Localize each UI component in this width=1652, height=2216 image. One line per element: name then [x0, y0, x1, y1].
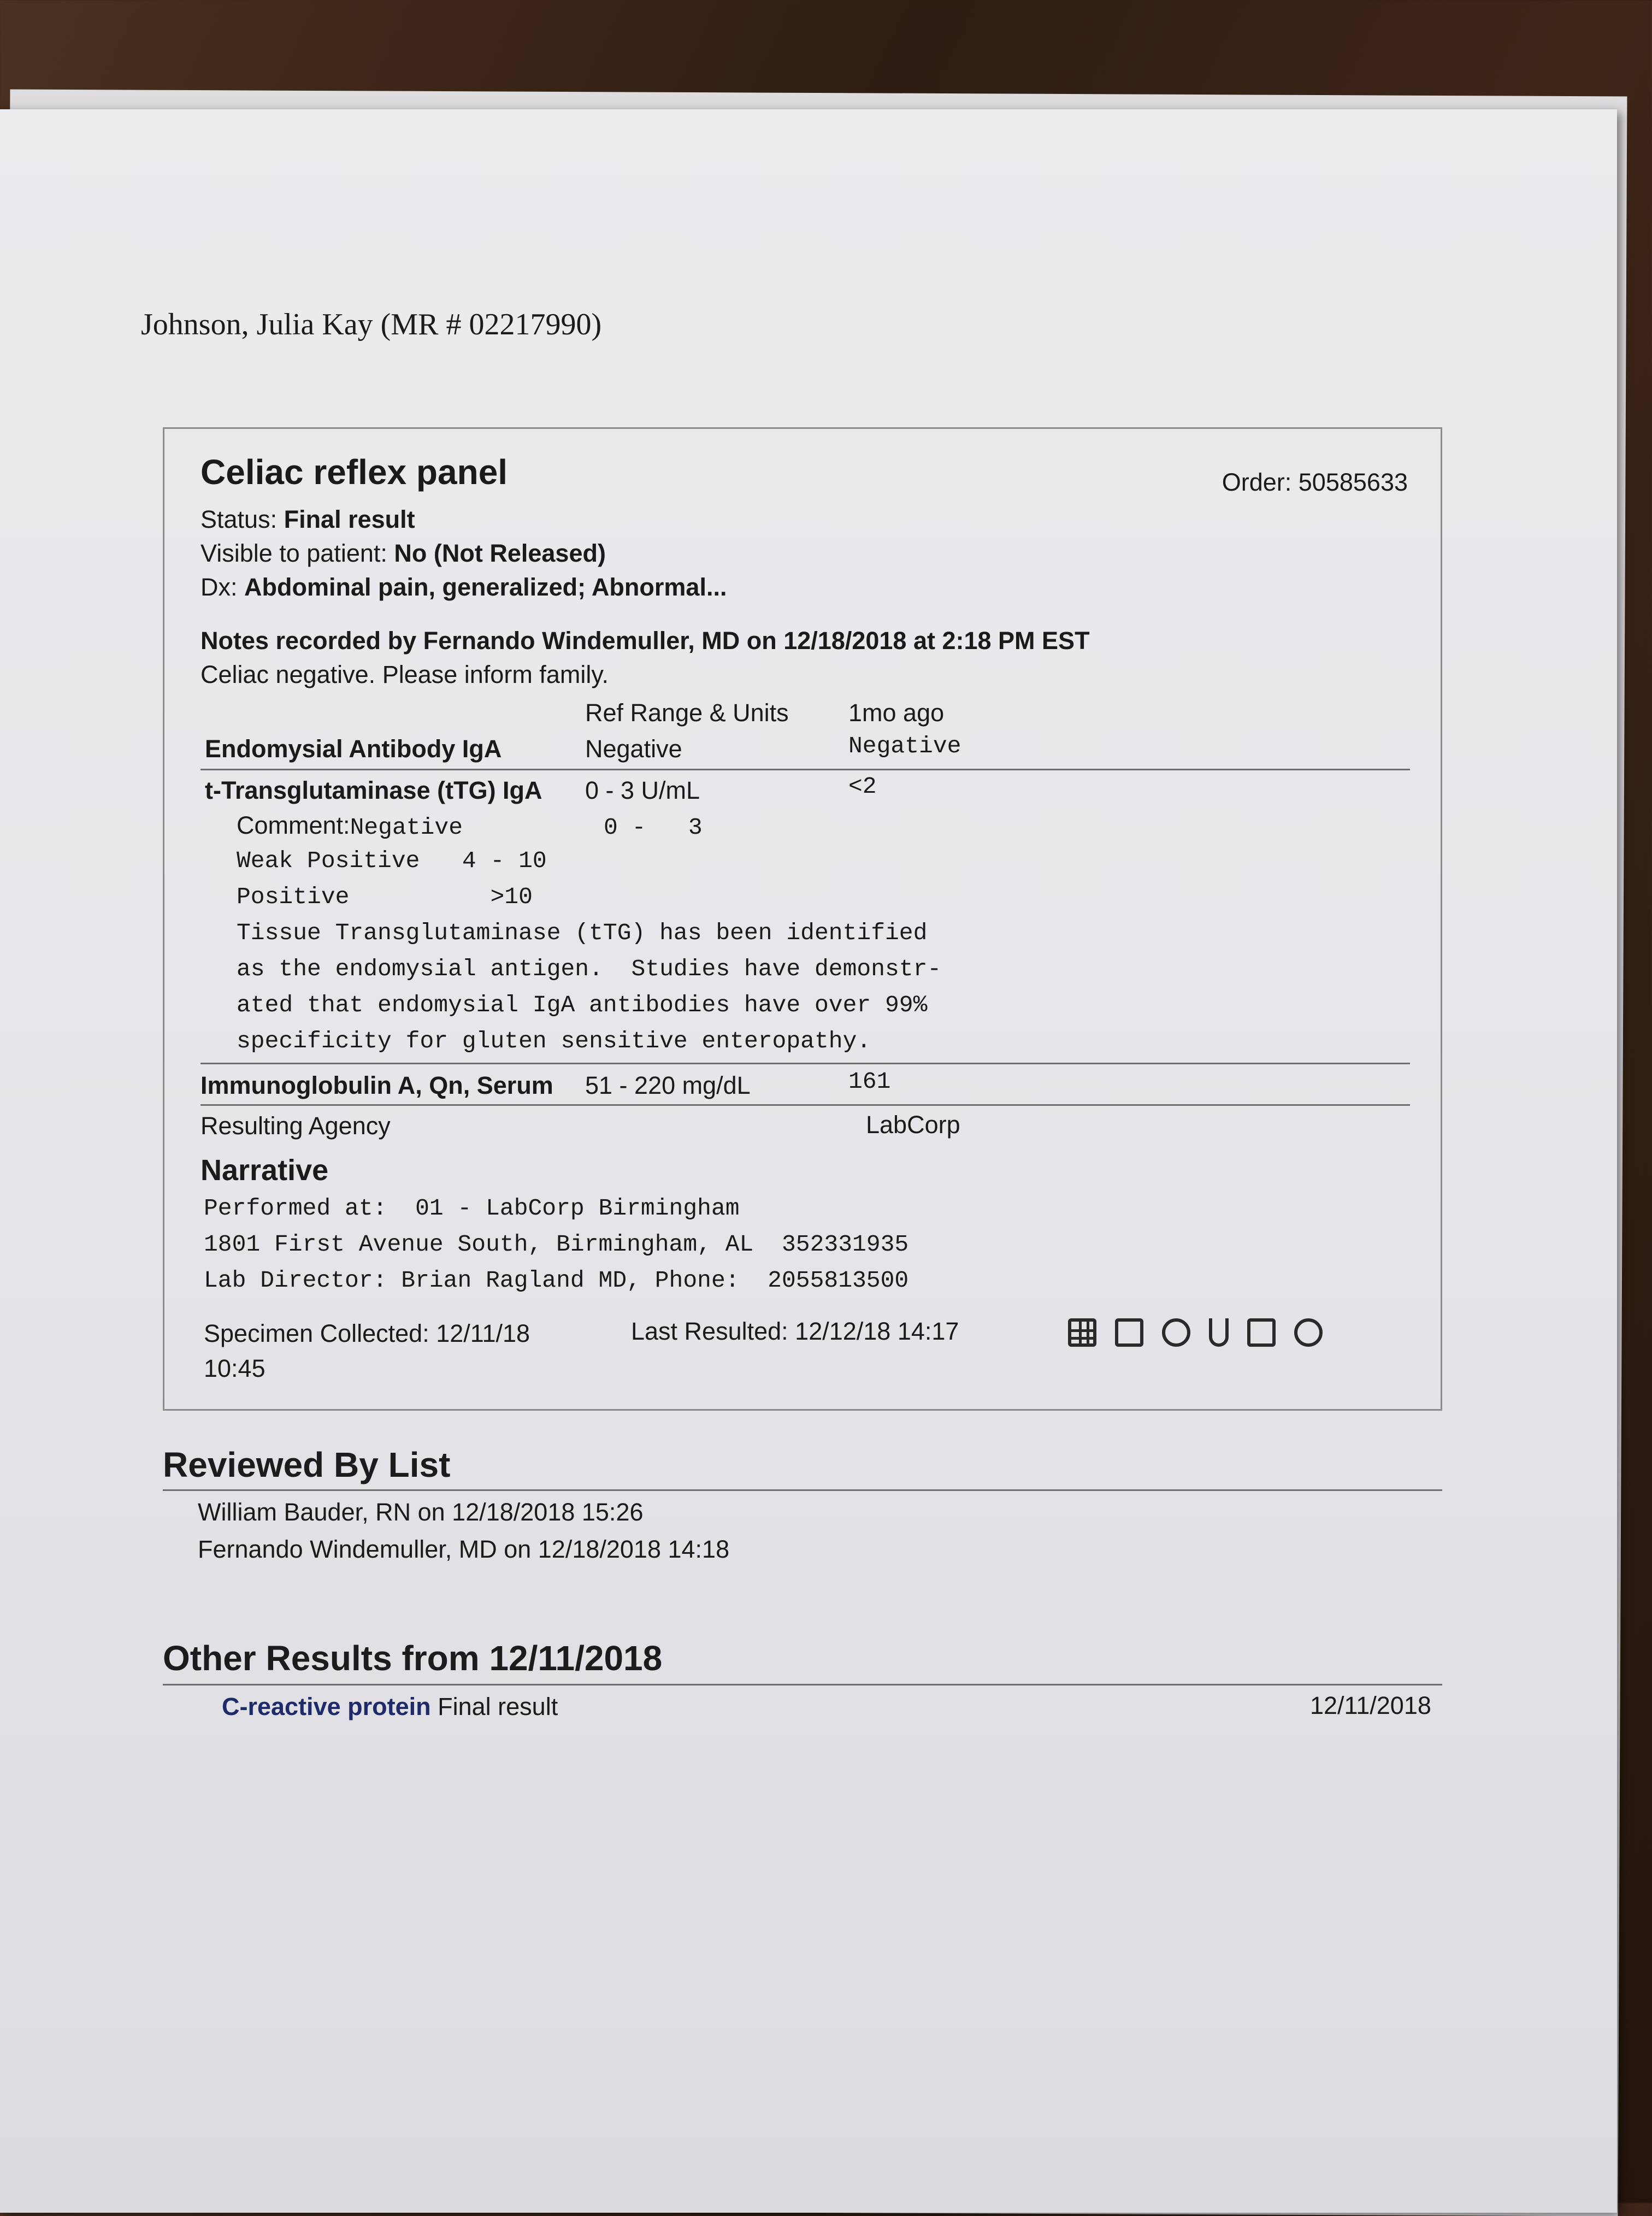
narrative-line: Lab Director: Brian Ragland MD, Phone: 2055813500 [204, 1267, 909, 1294]
comment-line: as the endomysial antigen. Studies have demonstr- [237, 956, 942, 982]
col-time: 1mo ago [848, 699, 945, 727]
row-divider [200, 769, 1410, 770]
dx-label: Dx: [200, 573, 245, 601]
comment-line: Negative 0 - 3 [350, 814, 703, 841]
agency-value: LabCorp [866, 1111, 960, 1139]
dx-line [200, 573, 727, 602]
other-result-status: Final result [430, 1693, 558, 1720]
visible-label: Visible to patient: [200, 539, 394, 567]
comment-line: specificity for gluten sensitive enteropathy. [237, 1028, 871, 1054]
section-divider [163, 1489, 1442, 1491]
ttg-comment [237, 811, 941, 1064]
narrative-title: Narrative [200, 1154, 329, 1187]
history-icon[interactable] [1294, 1318, 1323, 1347]
status-label: Status: [200, 505, 284, 533]
visible-line [200, 539, 606, 568]
iga-value: 161 [848, 1068, 891, 1095]
status-line [200, 505, 415, 534]
reviewed-title: Reviewed By List [163, 1445, 451, 1484]
panel-title: Celiac reflex panel [200, 452, 508, 492]
row-divider [200, 1063, 1410, 1064]
narrative-line: Performed at: 01 - LabCorp Birmingham [204, 1195, 740, 1222]
agency-label: Resulting Agency [200, 1112, 391, 1140]
flowchart-icon[interactable] [1162, 1318, 1190, 1347]
status-value: Final result [284, 505, 415, 533]
patient-header: Johnson, Julia Kay (MR # 02217990) [141, 308, 602, 341]
specimen-collected: Specimen Collected: 12/11/18 [204, 1319, 530, 1347]
narrative-line: 1801 First Avenue South, Birmingham, AL 352331935 [204, 1231, 909, 1258]
test-tube-icon[interactable] [1209, 1318, 1229, 1347]
last-resulted: Last Resulted: 12/12/18 14:17 [631, 1317, 959, 1345]
ttg-value: <2 [848, 773, 877, 800]
celiac-panel [163, 427, 1442, 1411]
order-number: Order: 50585633 [1222, 468, 1408, 496]
comment-line: Weak Positive 4 - 10 [237, 847, 547, 874]
ttg-ref: 0 - 3 U/mL [585, 776, 700, 804]
dx-value: Abdominal pain, generalized; Abnormal... [244, 573, 727, 601]
other-result-item[interactable] [222, 1693, 558, 1721]
notes-heading: Notes recorded by Fernando Windemuller, MD on 12/18/2018 at 2:18 PM EST [200, 627, 1090, 655]
table-icon[interactable] [1068, 1318, 1096, 1347]
ema-value: Negative [848, 733, 961, 759]
result-toolbar [1068, 1318, 1323, 1347]
comment-label: Comment: [237, 811, 350, 839]
notes-text: Celiac negative. Please inform family. [200, 661, 609, 688]
email-forward-icon[interactable] [1247, 1318, 1276, 1347]
other-results-title: Other Results from 12/11/2018 [163, 1639, 663, 1678]
other-result-date: 12/11/2018 [1310, 1692, 1431, 1719]
col-ref-range: Ref Range & Units [585, 699, 789, 727]
paper-sheet [0, 109, 1617, 2213]
comment-line: Tissue Transglutaminase (tTG) has been identified [237, 920, 928, 946]
c-reactive-protein-link[interactable]: C-reactive protein [222, 1693, 431, 1720]
comment-line: Positive >10 [237, 883, 533, 910]
iga-name: Immunoglobulin A, Qn, Serum [200, 1071, 553, 1099]
section-divider [163, 1684, 1442, 1685]
iga-ref: 51 - 220 mg/dL [585, 1071, 751, 1099]
reviewer-entry: William Bauder, RN on 12/18/2018 15:26 [198, 1498, 644, 1526]
reviewer-entry: Fernando Windemuller, MD on 12/18/2018 14:18 [198, 1535, 730, 1563]
ttg-name: t-Transglutaminase (tTG) IgA [205, 776, 542, 804]
specimen-time: 10:45 [204, 1354, 266, 1382]
row-divider [200, 1104, 1410, 1106]
ema-name: Endomysial Antibody IgA [205, 735, 502, 763]
comment-line: ated that endomysial IgA antibodies have over 99% [237, 992, 928, 1018]
ema-ref: Negative [585, 735, 682, 763]
search-document-icon[interactable] [1115, 1318, 1143, 1347]
visible-value: No (Not Released) [394, 539, 606, 567]
